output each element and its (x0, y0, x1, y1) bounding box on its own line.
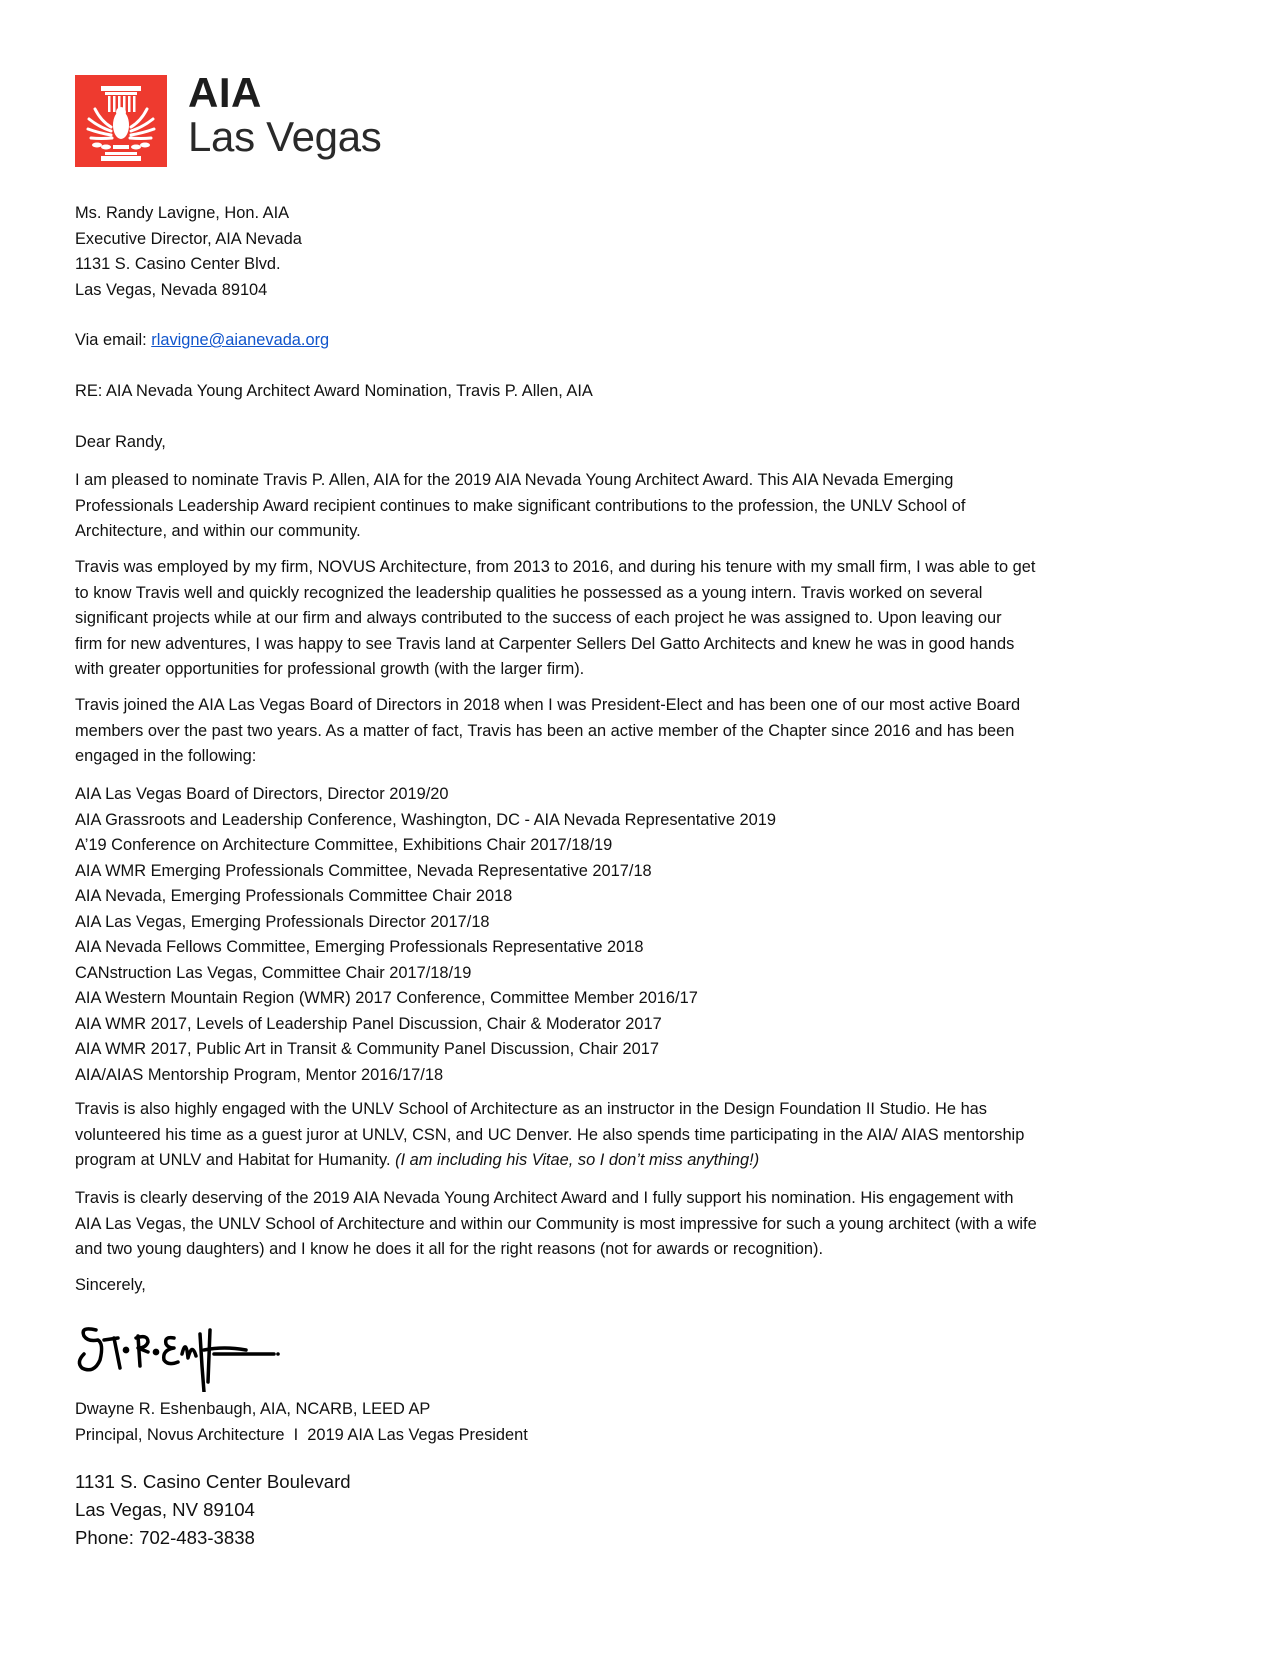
paragraph-line (75, 1148, 1024, 1174)
signatory-name: Dwayne R. Eshenbaugh, AIA, NCARB, LEED AP (75, 1400, 431, 1418)
paragraph-line: engaged in the following: (75, 747, 257, 765)
paragraph-line: I am pleased to nominate Travis P. Allen, AIA for the 2019 AIA Nevada Young Architect Award. This AIA Nevada Emerging (75, 471, 954, 489)
paragraph-line: members over the past two years. As a matter of fact, Travis has been an active member of the Chapter since 2016 and has been (75, 721, 1015, 740)
paragraph-line: AIA Las Vegas, the UNLV School of Architecture and within our Community is most impressive for such a young architect (with a wife (75, 1214, 1037, 1233)
paragraph-5 (75, 1186, 1037, 1263)
list-item: CANstruction Las Vegas, Committee Chair 2017/18/19 (75, 963, 472, 982)
list-item: AIA Las Vegas, Emerging Professionals Director 2017/18 (75, 912, 490, 931)
list-item: AIA Nevada, Emerging Professionals Committee Chair 2018 (75, 887, 513, 905)
paragraph-line: Architecture, and within our community. (75, 522, 361, 540)
recipient-line: Las Vegas, Nevada 89104 (75, 280, 268, 299)
list-item: AIA Grassroots and Leadership Conference, Washington, DC - AIA Nevada Representative 2019 (75, 810, 776, 829)
paragraph-line: Professionals Leadership Award recipient continues to make significant contributions to the profession, the UNLV School of (75, 496, 966, 515)
paragraph-text: program at UNLV and Habitat for Humanity. (75, 1151, 396, 1169)
aia-logo-icon (75, 75, 167, 167)
paragraph-line: significant projects while at our firm and always contributed to the success of each project he was assigned to. Upon leaving our (75, 609, 1002, 627)
sender-address (75, 1468, 351, 1552)
paragraph-line: Travis joined the AIA Las Vegas Board of Directors in 2018 when I was President-Elect and has been one of our most active Board (75, 696, 1021, 714)
sender-phone: Phone: 702-483-3838 (75, 1527, 255, 1548)
paragraph-line: Travis was employed by my firm, NOVUS Architecture, from 2013 to 2016, and during his tenure with my small firm, I was able to get (75, 558, 1036, 576)
signature-icon (74, 1318, 304, 1392)
org-city-name: Las Vegas (188, 113, 382, 160)
list-item: AIA/AIAS Mentorship Program, Mentor 2016/17/18 (75, 1065, 444, 1084)
paragraph-line: Travis is clearly deserving of the 2019 AIA Nevada Young Architect Award and I fully support his nomination. His engagement with (75, 1189, 1014, 1207)
sender-street: 1131 S. Casino Center Boulevard (75, 1471, 351, 1492)
sender-city: Las Vegas, NV 89104 (75, 1499, 255, 1520)
paragraph-line: firm for new adventures, I was happy to see Travis land at Carpenter Sellers Del Gatto Architects and knew he was in good hands (75, 634, 1015, 653)
list-item: A’19 Conference on Architecture Committee, Exhibitions Chair 2017/18/19 (75, 836, 613, 854)
paragraph-1 (75, 468, 965, 545)
list-item: AIA WMR 2017, Levels of Leadership Panel Discussion, Chair & Moderator 2017 (75, 1014, 662, 1033)
italic-aside: (I am including his Vitae, so I don’t miss anything!) (395, 1151, 760, 1169)
signatory-block (75, 1397, 528, 1448)
list-item: AIA Nevada Fellows Committee, Emerging Professionals Representative 2018 (75, 938, 644, 956)
letterhead-brand (188, 69, 382, 160)
paragraph-line: Travis is also highly engaged with the UNLV School of Architecture as an instructor in the Design Foundation II Studio. He has (75, 1100, 987, 1118)
paragraph-line: to know Travis well and quickly recognized the leadership qualities he possessed as a young intern. Travis worked on several (75, 583, 983, 602)
email-link[interactable]: rlavigne@aianevada.org (151, 331, 330, 349)
paragraph-line: volunteered his time as a guest juror at UNLV, CSN, and UC Denver. He also spends time participating in the AIA/ AIAS mentorship (75, 1125, 1025, 1144)
closing: Sincerely, (75, 1276, 146, 1294)
list-item: AIA Western Mountain Region (WMR) 2017 Conference, Committee Member 2016/17 (75, 989, 698, 1007)
paragraph-4 (75, 1097, 1024, 1174)
subject-line: RE: AIA Nevada Young Architect Award Nomination, Travis P. Allen, AIA (75, 382, 593, 400)
paragraph-3 (75, 693, 1020, 770)
recipient-line: Ms. Randy Lavigne, Hon. AIA (75, 204, 290, 222)
recipient-line: 1131 S. Casino Center Blvd. (75, 255, 281, 273)
recipient-address (75, 201, 302, 303)
delivery-prefix: Via email: (75, 331, 152, 349)
paragraph-2 (75, 555, 1035, 683)
recipient-line: Executive Director, AIA Nevada (75, 229, 302, 248)
paragraph-line: and two young daughters) and I know he does it all for the right reasons (not for awards or recognition). (75, 1240, 824, 1258)
delivery-line (75, 328, 329, 354)
involvement-list (75, 782, 776, 1088)
list-item: AIA WMR Emerging Professionals Committee, Nevada Representative 2017/18 (75, 861, 652, 880)
list-item: AIA Las Vegas Board of Directors, Director 2019/20 (75, 785, 449, 803)
signatory-title: Principal, Novus Architecture I 2019 AIA Las Vegas President (75, 1425, 528, 1444)
list-item: AIA WMR 2017, Public Art in Transit & Community Panel Discussion, Chair 2017 (75, 1040, 659, 1058)
paragraph-line: with greater opportunities for professional growth (with the larger firm). (75, 660, 585, 678)
salutation: Dear Randy, (75, 433, 166, 451)
org-short-name: AIA (188, 69, 262, 116)
